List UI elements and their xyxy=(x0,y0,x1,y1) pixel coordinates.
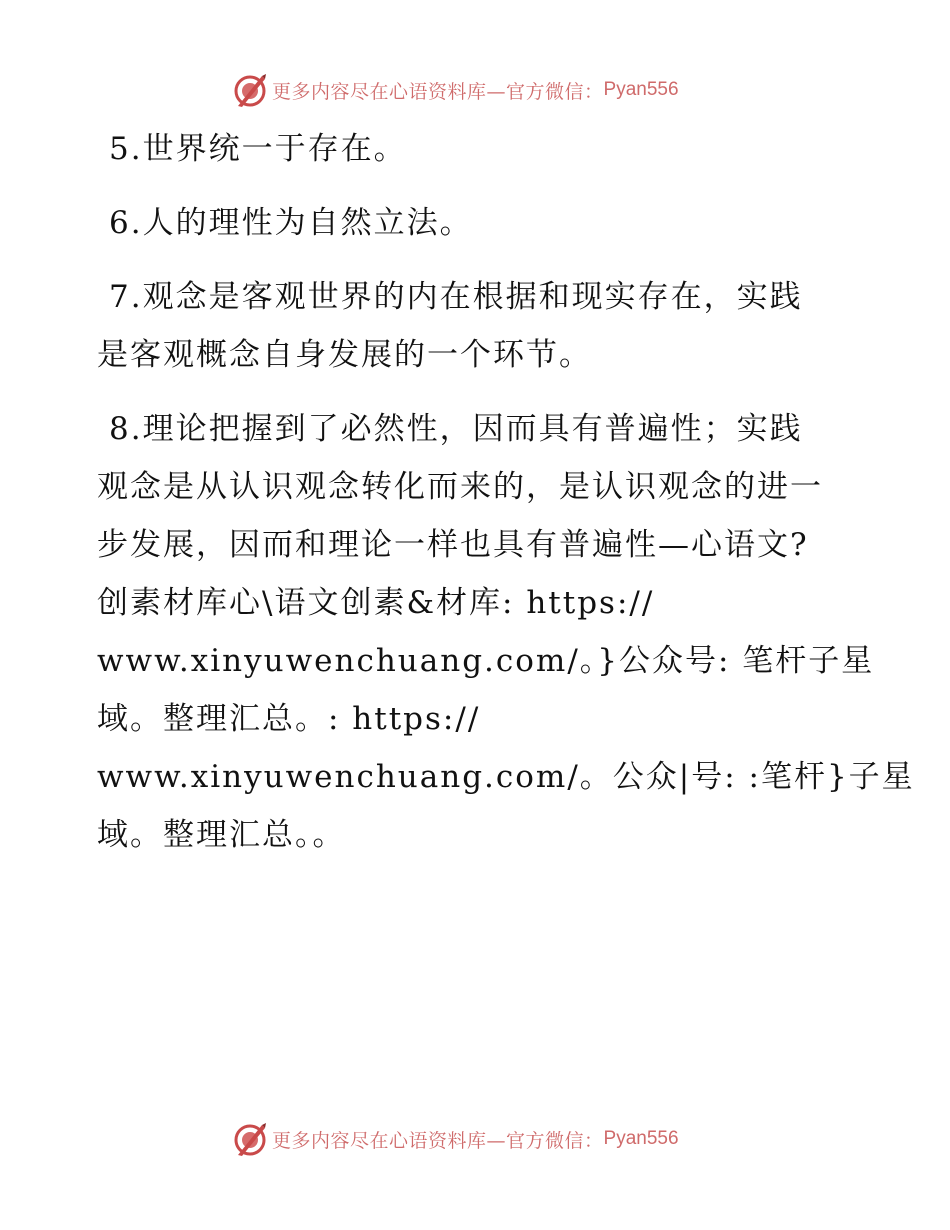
paragraph-line: www.xinyuwenchuang.com/。公众|号: :笔杆}子星 xyxy=(97,759,915,795)
paragraph-line: 7.观念是客观世界的内在根据和现实存在，实践 xyxy=(109,279,803,315)
paragraph-8 xyxy=(97,400,915,864)
header-banner xyxy=(232,70,679,110)
paragraph-line: 是客观概念自身发展的一个环节。 xyxy=(97,337,592,373)
footer-banner xyxy=(232,1119,679,1159)
quill-logo-icon xyxy=(232,72,268,108)
paragraph-line: 域。整理汇总。: https:// xyxy=(97,701,481,737)
document-body xyxy=(97,120,915,880)
footer-banner-text: 更多内容尽在心语资料库—官方微信： xyxy=(272,1129,604,1152)
paragraph-line: 8.理论把握到了必然性，因而具有普遍性；实践 xyxy=(109,411,803,447)
header-banner-wechat: Pyan556 xyxy=(603,79,679,100)
paragraph-line: 观念是从认识观念转化而来的，是认识观念的进一 xyxy=(97,469,823,505)
paragraph-line: 5.世界统一于存在。 xyxy=(109,131,407,167)
paragraph-6 xyxy=(97,194,857,252)
footer-banner-wechat: Pyan556 xyxy=(603,1128,679,1149)
paragraph-line: www.xinyuwenchuang.com/。}公众号: 笔杆子星 xyxy=(97,643,875,679)
paragraph-line: 域。整理汇总。。 xyxy=(97,817,346,853)
paragraph-line: 6.人的理性为自然立法。 xyxy=(109,205,473,241)
paragraph-5 xyxy=(97,120,857,178)
paragraph-7 xyxy=(97,268,857,384)
paragraph-line: 创素材库心\语文创素&材库: https:// xyxy=(97,585,655,621)
paragraph-line: 步发展，因而和理论一样也具有普遍性—心语文? xyxy=(97,527,809,563)
header-banner-text: 更多内容尽在心语资料库—官方微信： xyxy=(272,80,604,103)
quill-logo-icon xyxy=(232,1121,268,1157)
